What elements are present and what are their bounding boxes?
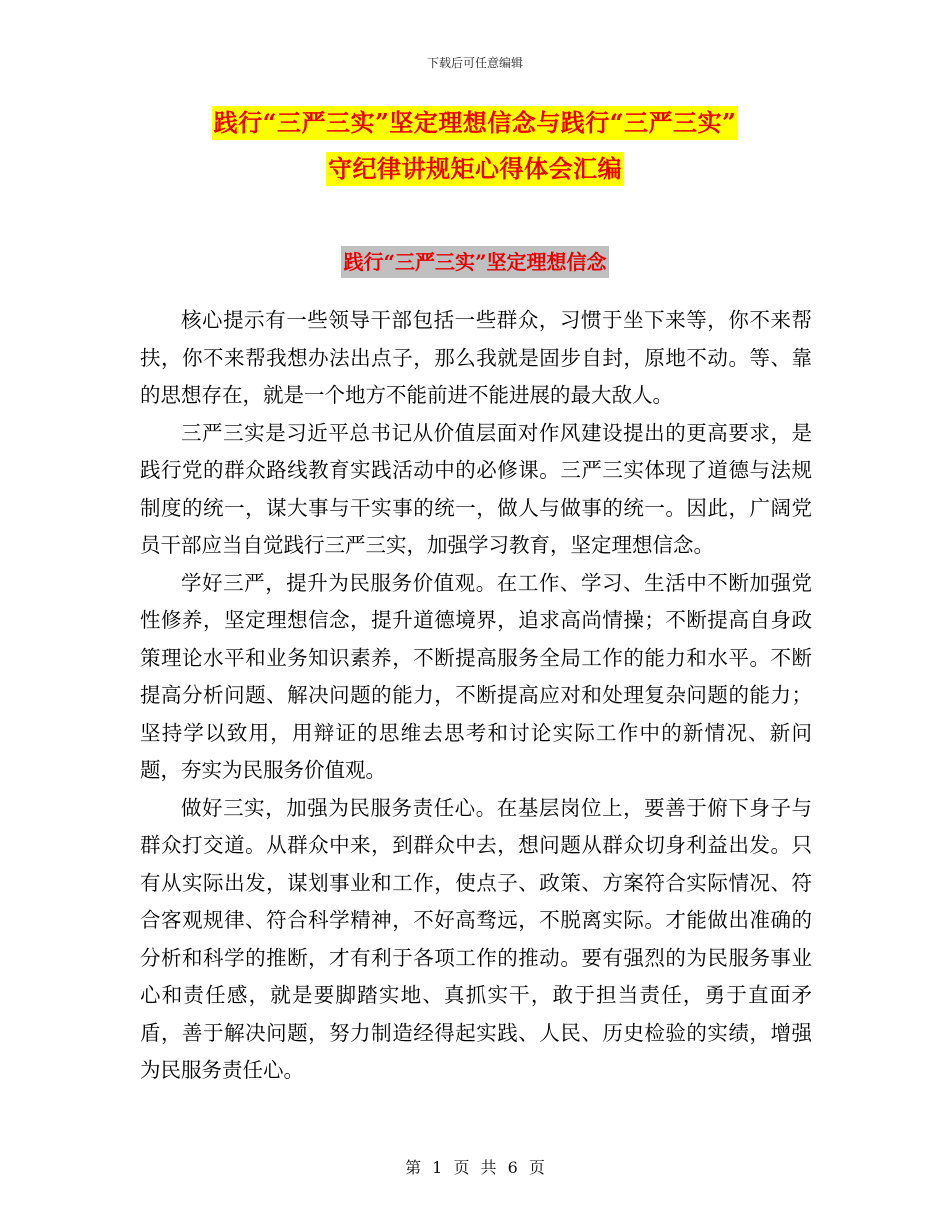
title-line-2: 守纪律讲规矩心得体会汇编	[326, 152, 624, 186]
paragraph-2: 三严三实是习近平总书记从价值层面对作风建设提出的更高要求，是践行党的群众路线教育实践活动中的必修课。三严三实体现了道德与法规制度的统一，谋大事与干实事的统一，做人与做事的统一。因此，广阔党员干部应当自觉践行三严三实，加强学习教育，坚定理想信念。	[140, 420, 812, 557]
section-heading-text: 践行“三严三实”坚定理想信念	[341, 246, 608, 278]
page-number-footer: 第 1 页 共 6 页	[405, 1158, 545, 1177]
paragraph-3: 学好三严，提升为民服务价值观。在工作、学习、生活中不断加强党性修养，坚定理想信念，提升道德境界，追求高尚情操；不断提高自身政策理论水平和业务知识素养，不断提高服务全局工作的能力和水平。不断提高分析问题、解决问题的能力，不断提高应对和处理复杂问题的能力；坚持学以致用，用辩证的思维去思考和讨论实际工作中的新情况、新问题，夯实为民服务价值观。	[140, 570, 812, 782]
body-text	[140, 302, 812, 1090]
document-title	[0, 106, 950, 186]
paragraph-4: 做好三实，加强为民服务责任心。在基层岗位上，要善于俯下身子与群众打交道。从群众中来，到群众中去，想问题从群众切身利益出发。只有从实际出发，谋划事业和工作，使点子、政策、方案符合实际情况、符合客观规律、符合科学精神，不好高骛远，不脱离实际。才能做出准确的分析和科学的推断，才有利于各项工作的推动。要有强烈的为民服务事业心和责任感，就是要脚踏实地、真抓实干，敢于担当责任，勇于直面矛盾，善于解决问题，努力制造经得起实践、人民、历史检验的实绩，增强为民服务责任心。	[140, 795, 812, 1082]
section-heading	[0, 246, 950, 278]
paragraph-1: 核心提示有一些领导干部包括一些群众，习惯于坐下来等，你不来帮扶，你不来帮我想办法出点子，那么我就是固步自封，原地不动。等、靠的思想存在，就是一个地方不能前进不能进展的最大敌人。	[140, 308, 812, 407]
title-line-1: 践行“三严三实”坚定理想信念与践行“三严三实”	[212, 106, 739, 140]
header-note: 下载后可任意编辑	[426, 56, 523, 70]
